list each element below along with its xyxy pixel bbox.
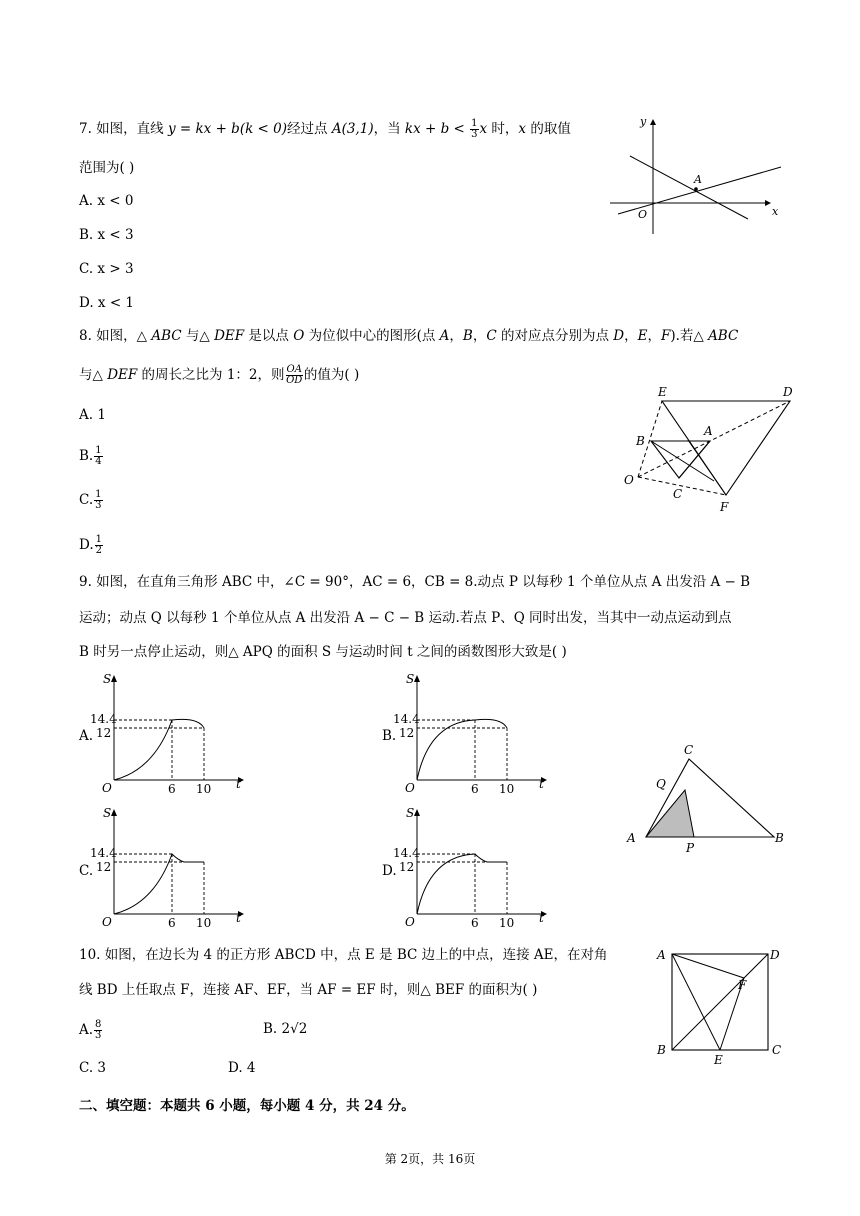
curve bbox=[417, 719, 507, 780]
t: ， bbox=[624, 328, 638, 344]
q8-line1 bbox=[79, 327, 738, 345]
t: A. bbox=[79, 1022, 94, 1038]
q7-option-c: C. x > 3 bbox=[79, 261, 134, 277]
frac-num: 1 bbox=[95, 534, 103, 545]
q8-label-e: E bbox=[658, 385, 667, 399]
q10-label-d: D bbox=[770, 948, 780, 962]
q8-label-d: D bbox=[783, 385, 793, 399]
t: ).若△ bbox=[670, 328, 709, 344]
y-axis-arrow bbox=[414, 675, 420, 682]
q8-label-a: A bbox=[704, 424, 713, 438]
frac-den: OD bbox=[286, 375, 303, 386]
q9-label-c: C bbox=[684, 743, 694, 757]
q7-text: 经过点 bbox=[287, 121, 332, 137]
q9-option-b: B. bbox=[382, 728, 397, 744]
label-t: t bbox=[236, 777, 241, 791]
t: 与△ bbox=[79, 367, 108, 383]
label-10: 10 bbox=[499, 916, 515, 930]
frac-den: 4 bbox=[95, 456, 102, 467]
frac bbox=[94, 446, 102, 467]
q10-line2: 线 BD 上任取点 F，连接 AF、EF，当 AF = EF 时，则△ BEF 的面积为( ) bbox=[79, 982, 538, 998]
v: D bbox=[613, 328, 625, 344]
frac-den: 2 bbox=[95, 545, 103, 556]
t: 的周长之比为 1：2，则 bbox=[137, 367, 285, 383]
label-10: 10 bbox=[499, 782, 515, 796]
label-12: 12 bbox=[399, 726, 415, 740]
t: 8. 如图，△ bbox=[79, 328, 152, 344]
q7-option-b: B. x < 3 bbox=[79, 227, 134, 243]
q7-eq: y = kx + b(k < 0) bbox=[167, 121, 288, 137]
v: E bbox=[637, 328, 648, 344]
q10-label-b: B bbox=[657, 1043, 666, 1057]
q10-option-d: D. 4 bbox=[228, 1060, 256, 1076]
t: 为位似中心的图形(点 bbox=[304, 328, 440, 344]
q7-label-a: A bbox=[694, 173, 702, 186]
v: DEF bbox=[107, 367, 138, 383]
frac-num: 1 bbox=[95, 489, 102, 500]
section-heading: 二、填空题：本题共 6 小题，每小题 4 分，共 24 分。 bbox=[79, 1098, 415, 1114]
q7-label-o: O bbox=[638, 208, 648, 221]
t: ， bbox=[472, 328, 487, 344]
q10-line1: 10. 如图，在边长为 4 的正方形 ABCD 中，点 E 是 BC 边上的中点，连接 AE，在对角 bbox=[79, 947, 608, 963]
q10-label-a: A bbox=[657, 948, 666, 962]
q7-var: x bbox=[479, 121, 488, 137]
label-s: S bbox=[406, 806, 415, 820]
label-14-4: 14.4 bbox=[393, 712, 420, 726]
label-t: t bbox=[539, 911, 544, 925]
label-10: 10 bbox=[196, 916, 212, 930]
q8-option-d bbox=[79, 535, 104, 556]
q9-label-p: P bbox=[686, 841, 695, 855]
label-14-4: 14.4 bbox=[393, 846, 420, 860]
label-12: 12 bbox=[96, 726, 112, 740]
t: 与△ bbox=[181, 328, 215, 344]
label-o: O bbox=[102, 915, 112, 929]
t: C. bbox=[79, 492, 94, 508]
frac bbox=[94, 1020, 102, 1041]
label-12: 12 bbox=[399, 860, 415, 874]
q7-fraction bbox=[470, 119, 478, 140]
label-s: S bbox=[103, 806, 112, 820]
curve bbox=[114, 719, 204, 780]
q9-line2: 运动；动点 Q 以每秒 1 个单位从点 A 出发沿 A − C − B 运动.若点 P、Q 同时出发，当其中一动点运动到点 bbox=[79, 610, 732, 626]
label-o: O bbox=[102, 781, 112, 795]
t: 的值为( ) bbox=[303, 367, 360, 383]
q8-option-a: A. 1 bbox=[79, 407, 106, 423]
v: DEF bbox=[214, 328, 245, 344]
q7-line2: 范围为( ) bbox=[79, 160, 135, 176]
q9-graph-a bbox=[90, 668, 250, 796]
label-14-4: 14.4 bbox=[90, 846, 117, 860]
label-14-4: 14.4 bbox=[90, 712, 117, 726]
q9-graph-c bbox=[90, 802, 250, 930]
v: A bbox=[439, 328, 450, 344]
q9-line3: B 时另一点停止运动，则△ APQ 的面积 S 与运动时间 t 之间的函数图形大致是( ) bbox=[79, 644, 567, 660]
y-axis-arrow bbox=[111, 809, 117, 816]
q9-triangle-figure bbox=[622, 738, 792, 856]
label-6: 6 bbox=[168, 782, 176, 796]
frac bbox=[95, 535, 103, 556]
q9-label-a: A bbox=[627, 831, 636, 845]
q8-label-f: F bbox=[720, 500, 729, 514]
v: ABC bbox=[151, 328, 182, 344]
q9-option-a: A. bbox=[79, 728, 94, 744]
page-footer: 第 2页，共 16页 bbox=[384, 1152, 476, 1166]
frac-den: 3 bbox=[471, 129, 478, 140]
q8-figure bbox=[618, 380, 808, 515]
q9-graph-b bbox=[393, 668, 553, 796]
q9-line1: 9. 如图，在直角三角形 ABC 中，∠C = 90°，AC = 6，CB = 8.动点 P 以每秒 1 个单位从点 A 出发沿 A − B bbox=[79, 574, 751, 590]
t: 是以点 bbox=[244, 328, 294, 344]
frac-num: 1 bbox=[471, 118, 478, 129]
label-o: O bbox=[405, 915, 415, 929]
t: B. bbox=[79, 448, 94, 464]
q8-label-b: B bbox=[636, 434, 645, 448]
label-s: S bbox=[103, 672, 112, 686]
frac-num: 1 bbox=[95, 445, 102, 456]
q10-option-a bbox=[79, 1020, 103, 1041]
t: ， bbox=[647, 328, 661, 344]
q7-option-a: A. x < 0 bbox=[79, 193, 134, 209]
q7-label-x: x bbox=[772, 205, 779, 218]
frac-num: 8 bbox=[95, 1019, 102, 1030]
q10-label-f: F bbox=[738, 978, 747, 992]
label-s: S bbox=[406, 672, 415, 686]
t: 的对应点分别为点 bbox=[496, 328, 614, 344]
q7-ineq: kx + b < bbox=[404, 121, 470, 137]
q9-label-b: B bbox=[775, 831, 784, 845]
label-6: 6 bbox=[471, 916, 479, 930]
q7-text: 的取值 bbox=[526, 121, 571, 137]
label-12: 12 bbox=[96, 860, 112, 874]
q7-text: ，当 bbox=[373, 121, 405, 137]
label-10: 10 bbox=[196, 782, 212, 796]
q10-label-c: C bbox=[772, 1043, 782, 1057]
q9-option-d: D. bbox=[382, 863, 397, 879]
q7-label-y: y bbox=[640, 115, 647, 128]
q8-option-b bbox=[79, 446, 104, 467]
q10-option-c: C. 3 bbox=[79, 1060, 107, 1076]
q8-fraction bbox=[286, 365, 303, 386]
label-t: t bbox=[539, 777, 544, 791]
q10-label-e: E bbox=[714, 1053, 723, 1066]
label-6: 6 bbox=[168, 916, 176, 930]
frac-num: OA bbox=[286, 364, 302, 375]
label-6: 6 bbox=[471, 782, 479, 796]
q10-option-b: B. 2√2 bbox=[263, 1021, 308, 1037]
v: O bbox=[293, 328, 305, 344]
q8-option-c bbox=[79, 490, 104, 511]
v: F bbox=[660, 328, 671, 344]
curve bbox=[417, 854, 507, 914]
q7-point: A(3,1) bbox=[331, 121, 374, 137]
label-t: t bbox=[236, 911, 241, 925]
q9-label-q: Q bbox=[656, 777, 666, 791]
t: D. bbox=[79, 537, 94, 553]
frac bbox=[94, 490, 102, 511]
q8-label-o: O bbox=[624, 473, 634, 487]
q9-option-c: C. bbox=[79, 863, 94, 879]
q7-option-d: D. x < 1 bbox=[79, 295, 135, 311]
q10-figure bbox=[652, 944, 792, 1066]
curve bbox=[114, 854, 204, 914]
q7-figure bbox=[598, 112, 788, 240]
q7-var: x bbox=[518, 121, 527, 137]
q7-text: 7. 如图，直线 bbox=[79, 121, 168, 137]
q8-line2 bbox=[79, 365, 359, 386]
frac-den: 3 bbox=[95, 500, 102, 511]
y-axis-arrow bbox=[111, 675, 117, 682]
q7-text: 时， bbox=[487, 121, 519, 137]
v: ABC bbox=[708, 328, 739, 344]
q9-graph-d bbox=[393, 802, 553, 930]
t: ， bbox=[449, 328, 463, 344]
q8-label-c: C bbox=[673, 487, 683, 501]
q7-line1 bbox=[79, 119, 571, 140]
frac-den: 3 bbox=[95, 1030, 102, 1041]
v: C bbox=[486, 328, 497, 344]
v: B bbox=[462, 328, 473, 344]
y-axis-arrow bbox=[414, 809, 420, 816]
label-o: O bbox=[405, 781, 415, 795]
